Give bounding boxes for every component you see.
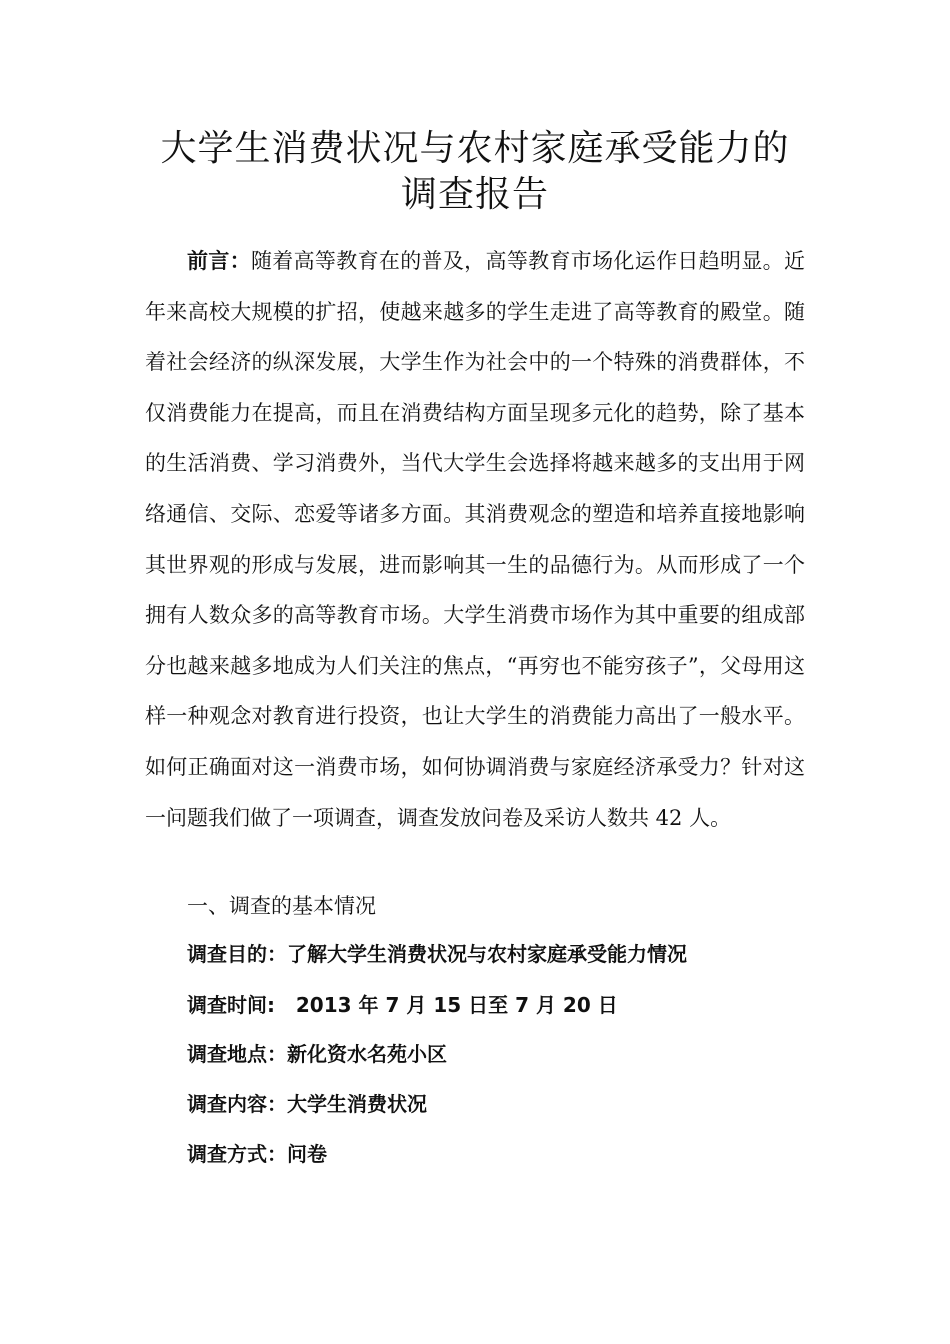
preface-paragraph bbox=[145, 236, 805, 843]
survey-purpose: 调查目的：了解大学生消费状况与农村家庭承受能力情况 bbox=[187, 942, 687, 966]
document-title: 大学生消费状况与农村家庭承受能力的调查报告 bbox=[160, 128, 790, 215]
section-heading: 一、调查的基本情况 bbox=[187, 894, 376, 918]
survey-time: 调查时间: 2013 年 7 月 15 日至 7 月 20 日 bbox=[187, 993, 618, 1017]
survey-content: 调查内容：大学生消费状况 bbox=[187, 1092, 427, 1116]
survey-location: 调查地点：新化资水名苑小区 bbox=[187, 1042, 447, 1066]
survey-method: 调查方式：问卷 bbox=[187, 1142, 327, 1166]
preface-label: 前言： bbox=[187, 249, 251, 273]
preface-text: 随着高等教育在的普及，高等教育市场化运作日趋明显。近年来高校大规模的扩招，使越来越多的学生走进了高等教育的殿堂。随着社会经济的纵深发展，大学生作为社会中的一个特殊的消费群体，不仅消费能力在提高，而且在消费结构方面呈现多元化的趋势，除了基本的生活消费、学习消费外，当代大学生会选择将越来越多的支出用于网络通信、交际、恋爱等诸多方面。其消费观念的塑造和培养直接地影响其世界观的形成与发展，进而影响其一生的品德行为。从而形成了一个拥有人数众多的高等教育市场。大学生消费市场作为其中重要的组成部分也越来越多地成为人们关注的焦点，“再穷也不能穷孩子”，父母用这样一种观念对教育进行投资，也让大学生的消费能力高出了一般水平。如何正确面对这一消费市场，如何协调消费与家庭经济承受力？针对这一问题我们做了一项调查，调查发放问卷及采访人数共 42 人。 bbox=[145, 249, 806, 830]
